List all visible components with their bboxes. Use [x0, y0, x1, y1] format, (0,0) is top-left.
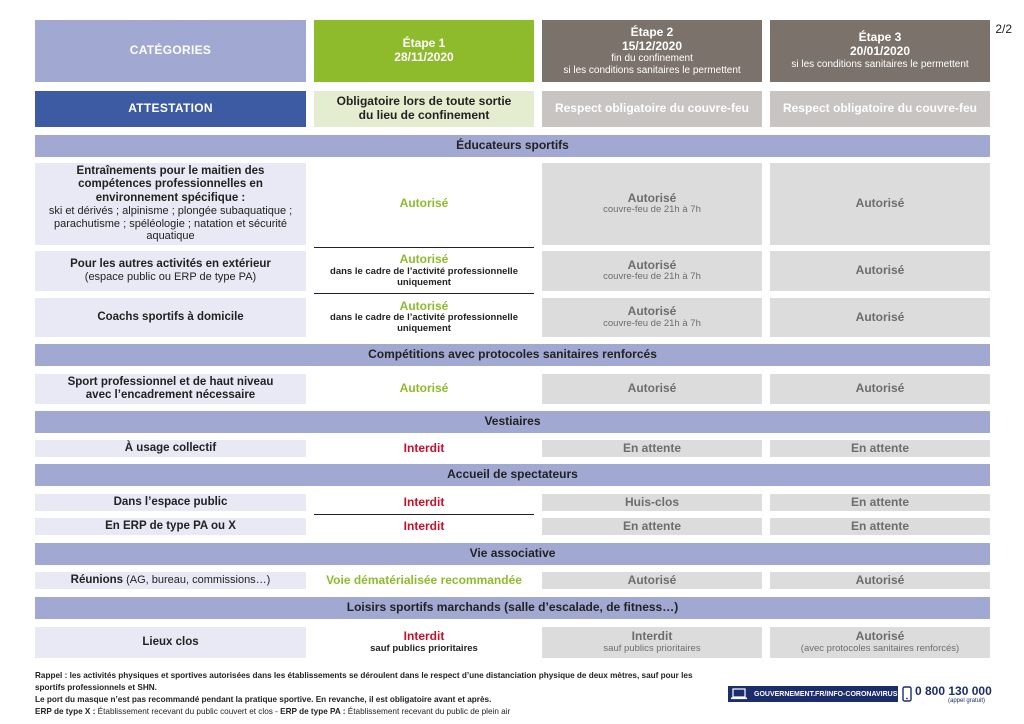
reunions-etape3: Autorisé: [770, 572, 990, 589]
usage-etape2: En attente: [542, 440, 762, 457]
erp-etape2: En attente: [542, 518, 762, 535]
row-divider: [314, 514, 534, 515]
etape3-title: Étape 3: [858, 30, 902, 45]
coachs-etape1-sub-l1: dans le cadre de l’activité professionnelle: [330, 312, 518, 324]
attestation-etape1-line1: Obligatoire lors de toute sortie: [336, 94, 512, 109]
coachs-etape1-status: Autorisé: [399, 298, 449, 313]
coachs-etape1: [314, 298, 534, 337]
footer-erp-pa-text: Établissement recevant du public de plein air: [345, 706, 511, 716]
row-entrainements-label: [35, 163, 306, 245]
reunions-title-bold: Réunions: [70, 573, 124, 586]
phone-subtitle: (appel gratuit): [948, 698, 986, 704]
entrainements-title-l3: environnement spécifique :: [95, 191, 246, 204]
row-usage-label: [35, 440, 306, 457]
attestation-etape3: Respect obligatoire du couvre-feu: [770, 91, 990, 127]
espace-etape1: Interdit: [314, 494, 534, 511]
etape3-date: 20/01/2020: [849, 44, 911, 59]
coachs-etape2-status: Autorisé: [627, 304, 677, 319]
erp-title: En ERP de type PA ou X: [105, 519, 236, 532]
row-coachs-label: [35, 298, 306, 337]
exterieur-etape1-sub-l1: dans le cadre de l’activité professionnelle: [330, 265, 518, 277]
etape1-header: [314, 20, 534, 82]
etape2-line1: fin du confinement: [611, 53, 693, 65]
entrainements-etape1: Autorisé: [314, 163, 534, 245]
pro-etape1: Autorisé: [314, 374, 534, 404]
footer-erp-x-text: Établissement recevant du public couvert et clos -: [95, 706, 281, 716]
reunions-title-rest: (AG, bureau, commissions…): [123, 573, 271, 586]
lieux-etape1: [314, 627, 534, 658]
espace-etape2: Huis-clos: [542, 494, 762, 511]
coachs-etape2-sub: couvre-feu de 21h à 7h: [603, 317, 701, 329]
etape1-date: 28/11/2020: [394, 50, 454, 64]
row-pro-label: [35, 374, 306, 404]
footer-erp-definitions: [35, 706, 715, 718]
entrainements-etape2-status: Autorisé: [627, 190, 677, 205]
lieux-etape2-status: Interdit: [631, 629, 673, 644]
espace-title: Dans l’espace public: [113, 495, 228, 508]
pro-etape3: Autorisé: [770, 374, 990, 404]
phone-number[interactable]: 0 800 130 000: [915, 684, 992, 698]
etape2-title: Étape 2: [630, 24, 674, 39]
entrainements-etape2-sub: couvre-feu de 21h à 7h: [603, 204, 701, 216]
entrainements-etape2: [542, 163, 762, 245]
row-reunions-label: [35, 572, 306, 589]
page-number: 2/2: [995, 22, 1012, 36]
footer-masque: Le port du masque n’est pas recommandé pendant la pratique sportive. En revanche, il est obligatoire avant et après.: [35, 694, 492, 704]
exterieur-etape1-sub-l2: uniquement: [397, 276, 451, 288]
row-espace-label: [35, 494, 306, 511]
entrainements-etape3: Autorisé: [770, 163, 990, 245]
etape3-header: [770, 20, 990, 82]
usage-etape3: En attente: [770, 440, 990, 457]
section-competitions: Compétitions avec protocoles sanitaires renforcés: [35, 344, 990, 366]
row-divider: [314, 247, 534, 248]
lieux-etape1-status: Interdit: [403, 629, 445, 644]
footer-notes: [35, 670, 715, 718]
section-associative: Vie associative: [35, 543, 990, 565]
exterieur-etape2: [542, 251, 762, 291]
reunions-etape2: Autorisé: [542, 572, 762, 589]
exterieur-etape2-sub: couvre-feu de 21h à 7h: [603, 271, 701, 283]
lieux-etape3-sub: (avec protocoles sanitaires renforcés): [800, 642, 960, 654]
pro-etape2: Autorisé: [542, 374, 762, 404]
entrainements-title-l1: Entraînements pour le maitien des: [76, 165, 265, 178]
section-educateurs: Éducateurs sportifs: [35, 135, 990, 157]
erp-etape1: Interdit: [314, 518, 534, 535]
row-lieux-label: [35, 627, 306, 658]
etape2-header: [542, 20, 762, 82]
exterieur-etape2-status: Autorisé: [627, 257, 677, 272]
coachs-title: Coachs sportifs à domicile: [97, 310, 244, 323]
coachs-etape2: [542, 298, 762, 337]
attestation-etape2: Respect obligatoire du couvre-feu: [542, 91, 762, 127]
etape1-title: Étape 1: [402, 36, 446, 51]
attestation-label: ATTESTATION: [35, 91, 306, 127]
section-vestiaires: Vestiaires: [35, 411, 990, 433]
row-erp-label: [35, 518, 306, 535]
exterieur-title-l2: (espace public ou ERP de type PA): [84, 271, 257, 284]
erp-etape3: En attente: [770, 518, 990, 535]
etape2-line2: si les conditions sanitaires le permettent: [563, 64, 741, 76]
lieux-etape3: [770, 627, 990, 658]
coachs-etape1-sub-l2: uniquement: [397, 323, 451, 335]
coachs-etape3: Autorisé: [770, 298, 990, 337]
footer-erp-x-label: ERP de type X :: [35, 706, 96, 716]
row-exterieur-label: [35, 251, 306, 291]
lieux-etape3-status: Autorisé: [855, 629, 905, 644]
lieux-etape2: [542, 627, 762, 658]
footer-rappel: Rappel : les activités physiques et sportives autorisées dans les établissements se déroulent dans le respect d’une distanciation physique de deux mètres, sauf pour les sportifs professionnels et SHN.: [35, 671, 693, 692]
etape2-date: 15/12/2020: [621, 38, 683, 53]
footer-erp-pa-label: ERP de type PA :: [280, 706, 346, 716]
row-divider: [314, 293, 534, 294]
usage-etape1: Interdit: [314, 440, 534, 457]
exterieur-title-l1: Pour les autres activités en extérieur: [70, 258, 271, 271]
lieux-title: Lieux clos: [142, 635, 199, 648]
entrainements-detail-l3: aquatique: [146, 230, 195, 243]
attestation-etape1-line2: du lieu de confinement: [358, 108, 490, 122]
entrainements-title-l2: compétences professionnelles en: [78, 178, 263, 191]
exterieur-etape3: Autorisé: [770, 251, 990, 291]
categories-header: CATÉGORIES: [35, 20, 306, 82]
pro-title-l2: avec l’encadrement nécessaire: [85, 389, 256, 401]
usage-title: À usage collectif: [124, 441, 217, 454]
gov-link[interactable]: GOUVERNEMENT.FR/INFO-CORONAVIRUS: [728, 686, 898, 702]
reunions-etape1: Voie dématérialisée recommandée: [314, 572, 534, 589]
lieux-etape2-sub: sauf publics prioritaires: [603, 642, 701, 654]
reunions-title: [71, 574, 271, 587]
entrainements-detail-l1: ski et dérivés ; alpinisme ; plongée subaquatique ;: [48, 204, 293, 217]
attestation-etape1: [314, 91, 534, 127]
phone-icon: [902, 686, 912, 702]
entrainements-detail-l2: parachutisme ; spéléologie ; natation et sécurité: [54, 217, 287, 230]
section-spectateurs: Accueil de spectateurs: [35, 464, 990, 486]
laptop-icon: [730, 688, 748, 700]
pro-title-l1: Sport professionnel et de haut niveau: [67, 375, 274, 388]
etape3-line1: si les conditions sanitaires le permettent: [791, 59, 969, 71]
exterieur-etape1: [314, 251, 534, 291]
section-loisirs: Loisirs sportifs marchands (salle d’escalade, de fitness…): [35, 597, 990, 619]
lieux-etape1-sub: sauf publics prioritaires: [370, 642, 478, 654]
exterieur-etape1-status: Autorisé: [399, 252, 449, 267]
espace-etape3: En attente: [770, 494, 990, 511]
